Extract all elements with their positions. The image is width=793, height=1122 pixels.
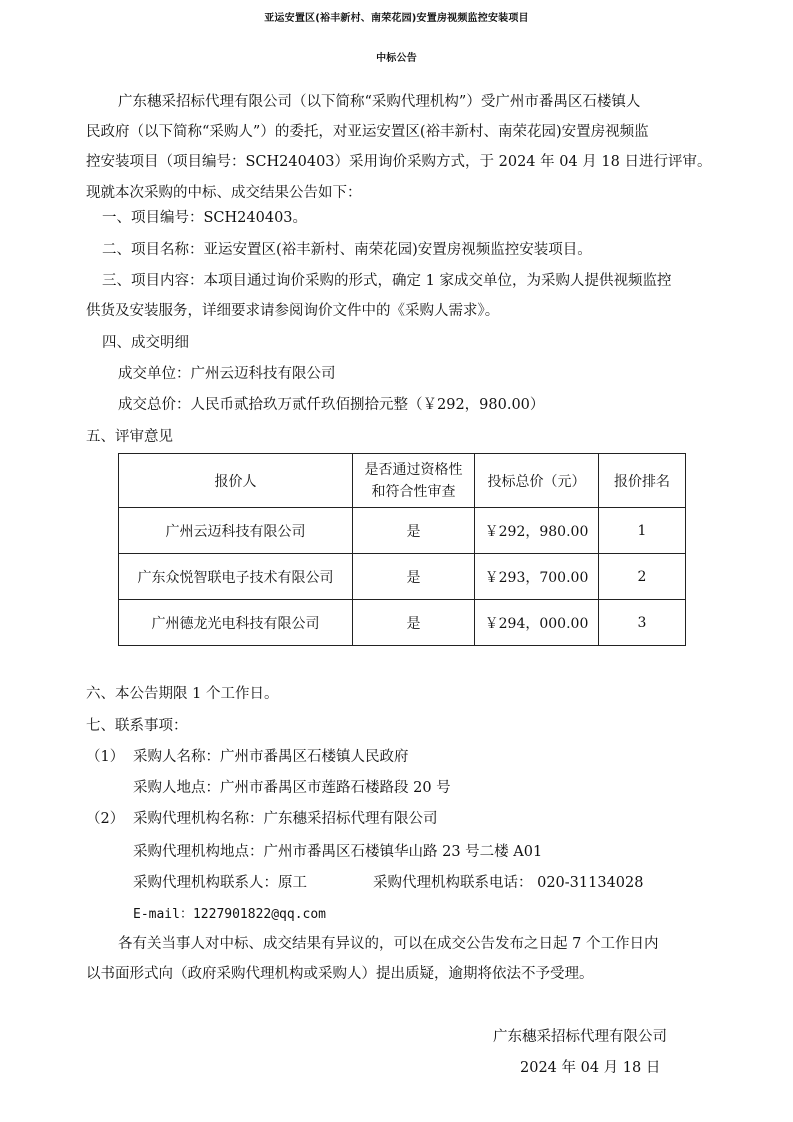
table-header-row bbox=[119, 454, 686, 508]
cell-qualified: 是 bbox=[353, 600, 475, 646]
contact-agency-phone: 采购代理机构联系电话： 020-31134028 bbox=[373, 875, 644, 891]
contact-2-number: （2） bbox=[86, 811, 125, 827]
intro-line-3: 控安装项目（项目编号：SCH240403）采用询价采购方式，于 2024 年 04 月 18 日进行评审。 bbox=[86, 154, 712, 170]
contact-agency-email: E-mail：1227901822@qq.com bbox=[133, 907, 327, 922]
header-qualification-line-2: 和符合性审查 bbox=[371, 483, 456, 500]
signature-date: 2024 年 04 月 18 日 bbox=[520, 1060, 661, 1076]
contact-agency-person: 采购代理机构联系人：原工 bbox=[133, 875, 307, 891]
section-review-heading: 五、评审意见 bbox=[86, 429, 173, 445]
cell-rank: 2 bbox=[599, 554, 686, 600]
section-deal-heading: 四、成交明细 bbox=[102, 335, 189, 351]
header-qualification-line-1: 是否通过资格性 bbox=[364, 461, 463, 478]
table-row bbox=[119, 554, 686, 600]
section-project-number: 一、项目编号：SCH240403。 bbox=[102, 210, 308, 226]
contact-agency-name: 采购代理机构名称：广东穗采招标代理有限公司 bbox=[133, 811, 438, 827]
table-row bbox=[119, 508, 686, 554]
header-rank: 报价排名 bbox=[599, 454, 686, 508]
contact-agency-address: 采购代理机构地点：广州市番禺区石楼镇华山路 23 号二楼 A01 bbox=[133, 844, 543, 860]
header-bidder: 报价人 bbox=[119, 454, 353, 508]
contact-1-number: （1） bbox=[86, 749, 125, 765]
cell-bidder: 广州德龙光电科技有限公司 bbox=[119, 600, 353, 646]
section-project-content-line-1: 三、项目内容：本项目通过询价采购的形式，确定 1 家成交单位，为采购人提供视频监控 bbox=[102, 273, 672, 289]
cell-rank: 1 bbox=[599, 508, 686, 554]
cell-bidder: 广东众悦智联电子技术有限公司 bbox=[119, 554, 353, 600]
intro-line-4: 现就本次采购的中标、成交结果公告如下： bbox=[86, 185, 362, 201]
cell-bid-total: ￥293，700.00 bbox=[475, 554, 599, 600]
cell-bid-total: ￥294，000.00 bbox=[475, 600, 599, 646]
document-subtitle: 中标公告 bbox=[376, 53, 417, 64]
header-qualification bbox=[353, 454, 475, 508]
section-notice-period: 六、本公告期限 1 个工作日。 bbox=[86, 686, 279, 702]
cell-rank: 3 bbox=[599, 600, 686, 646]
contact-purchaser-name: 采购人名称：广州市番禺区石楼镇人民政府 bbox=[133, 749, 409, 765]
cell-bid-total: ￥292，980.00 bbox=[475, 508, 599, 554]
signature-organization: 广东穗采招标代理有限公司 bbox=[493, 1029, 667, 1045]
closing-line-1: 各有关当事人对中标、成交结果有异议的，可以在成交公告发布之日起 7 个工作日内 bbox=[118, 936, 659, 952]
contact-purchaser-address: 采购人地点：广州市番禺区市莲路石楼路段 20 号 bbox=[133, 780, 451, 796]
deal-winner: 成交单位：广州云迈科技有限公司 bbox=[118, 366, 336, 382]
cell-qualified: 是 bbox=[353, 508, 475, 554]
closing-line-2: 以书面形式向（政府采购代理机构或采购人）提出质疑，逾期将依法不予受理。 bbox=[86, 966, 594, 982]
section-contact-heading: 七、联系事项： bbox=[86, 718, 188, 734]
intro-line-2: 民政府（以下简称“采购人”）的委托，对亚运安置区(裕丰新村、南荣花园)安置房视频监 bbox=[86, 124, 649, 140]
deal-total-price: 成交总价：人民币贰拾玖万贰仟玖佰捌拾元整（￥292，980.00） bbox=[118, 397, 545, 413]
document-title: 亚运安置区(裕丰新村、南荣花园)安置房视频监控安装项目 bbox=[264, 13, 529, 24]
table-row bbox=[119, 600, 686, 646]
intro-line-1: 广东穗采招标代理有限公司（以下简称“采购代理机构”）受广州市番禺区石楼镇人 bbox=[118, 94, 641, 110]
section-project-name: 二、项目名称：亚运安置区(裕丰新村、南荣花园)安置房视频监控安装项目。 bbox=[102, 242, 592, 258]
header-bid-total: 投标总价（元） bbox=[475, 454, 599, 508]
section-project-content-line-2: 供货及安装服务，详细要求请参阅询价文件中的《采购人需求》。 bbox=[86, 303, 500, 319]
cell-qualified: 是 bbox=[353, 554, 475, 600]
cell-bidder: 广州云迈科技有限公司 bbox=[119, 508, 353, 554]
review-table bbox=[118, 453, 686, 646]
